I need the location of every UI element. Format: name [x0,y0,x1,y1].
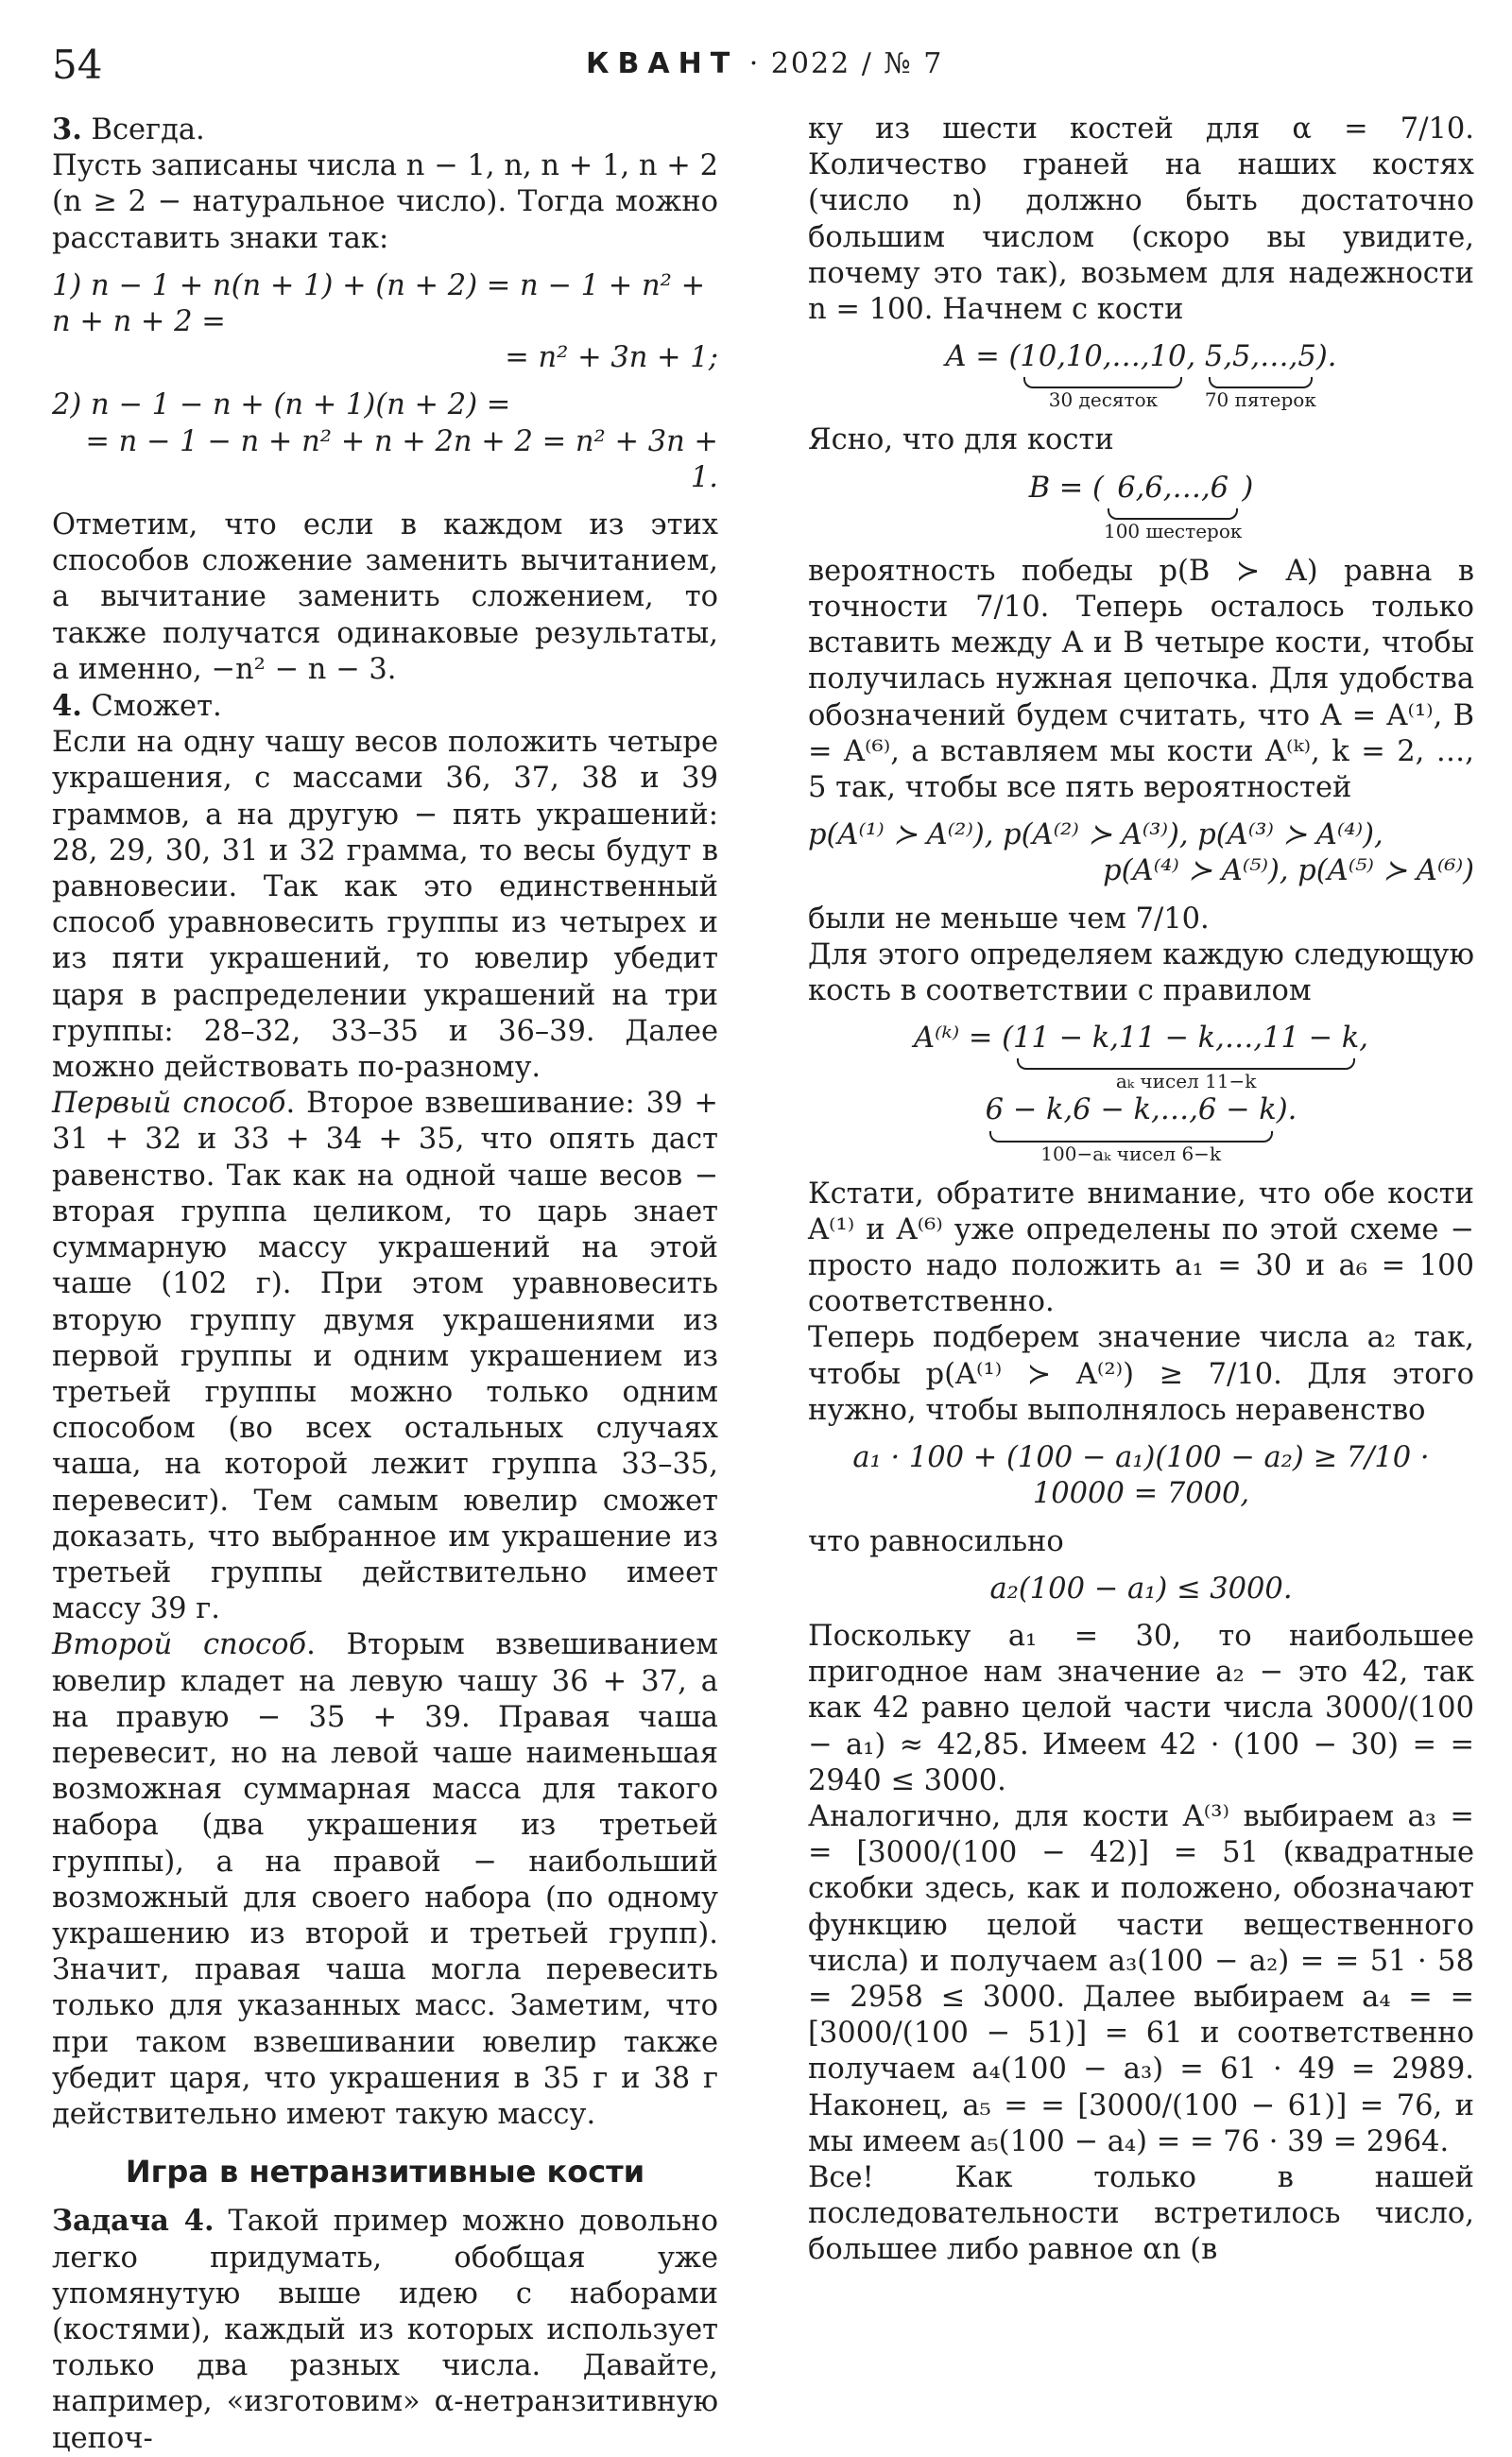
underbrace-high-brace [1017,1058,1355,1070]
running-head [586,47,943,80]
underbrace-sixes-label: 100 шестерок [1103,519,1243,542]
right-para-6: Кстати, обратите внимание, что обе кости A⁽¹⁾ и A⁽⁶⁾ уже определены по этой схеме − просто надо положить a₁ = 30 и a₆ = 100 соответственно. [808,1177,1474,1319]
answer-3-note: Отметим, что если в каждом из этих способов сложение заменить вычитанием, а вычитание заменить сложением, то также получатся одинаковые результаты, а именно, −n² − n − 3. [52,508,718,686]
way-1 [52,1086,718,1627]
underbrace-tens-values: 10,10,…,10 [1020,340,1187,374]
underbrace-high-label: aₖ чисел 11−k [1115,1070,1257,1093]
formula-probabilities [808,817,1474,889]
underbrace-tens-brace [1023,377,1182,388]
underbrace-tens-label: 30 десяток [1048,388,1159,412]
way-2 [52,1627,718,2133]
underbrace-fives-label: 70 пятерок [1204,388,1316,412]
answer-4-verdict: Сможет. [81,690,222,724]
formula-die-k: A⁽ᵏ⁾ = ( 11 − k,11 − k,…,11 − k aₖ чисел 11−k , 6 − k,6 − k,…,6 − k 100−aₖ чисел 6−k ). [914,1022,1368,1165]
underbrace-fives-values: 5,5,…,5 [1204,340,1316,374]
formula-probabilities-line-2: p(A⁽⁴⁾ ≻ A⁽⁵⁾), p(A⁽⁵⁾ ≻ A⁽⁶⁾) [1103,854,1474,888]
way-1-text: . Второе взвешивание: 39 + 31 + 32 и 33 + 34 + 35, что опять даст равенство. Так как на одной чаше весов − вторая группа целиком, то царь знает суммарную массу украшений на этой чаше (102 г). При этом уравновесить вторую группу двумя украшениями из первой группы и одним украшением из третьей группы можно только одним способом (во всех остальных случаях чаша, на которой лежит группа 33–35, перевесит). Тем самым ювелир сможет доказать, что выбранное им украшение из третьей группы действительно имеет массу 39 г. [52,1087,718,1626]
right-para-9: Поскольку a₁ = 30, то наибольшее пригодное нам значение a₂ − это 42, так как 42 равно целой части числа 3000/(100 − a₁) ≈ 42,85. Имеем 42 · (100 − 30) = = 2940 ≤ 3000. [808,1619,1474,1797]
formula-die-a: A = ( 10,10,…,10 30 десяток , 5,5,…,5 70 пятерок ). [945,340,1337,412]
answer-4 [52,688,718,725]
answer-3 [52,112,718,148]
right-para-4: были не меньше чем 7/10. [808,902,1210,936]
formula-inequality: a₁ · 100 + (100 − a₁)(100 − a₂) ≥ 7/10 · 10000 = 7000, [852,1441,1430,1511]
right-para-8: что равносильно [808,1524,1064,1558]
left-column [52,112,718,2457]
right-para-3: вероятность победы p(B ≻ A) равна в точности 7/10. Теперь осталось только вставить между A и B четыре кости, чтобы получилась нужная цепочка. Для удобства обозначений будем считать, что A = A⁽¹⁾, B = A⁽⁶⁾, а вставляем мы кости A⁽ᵏ⁾, k = 2, …, 5 так, чтобы все пять вероятностей [808,554,1474,805]
page-number: 54 [52,42,103,88]
formula-die-k-suffix: ). [1276,1093,1297,1127]
answer-4-number: 4. [52,689,82,724]
formula-probabilities-line-1: p(A⁽¹⁾ ≻ A⁽²⁾), p(A⁽²⁾ ≻ A⁽³⁾), p(A⁽³⁾ ≻ A⁽⁴⁾), [808,818,1383,852]
underbrace-low-label: 100−aₖ чисел 6−k [1040,1142,1222,1165]
magazine-title: КВАНТ [586,47,739,80]
formula-die-k-prefix: A⁽ᵏ⁾ = ( [914,1022,1013,1056]
formula-2-line-b: = n − 1 − n + n² + n + 2n + 2 = n² + 3n + 1. [85,424,718,494]
formula-1-line-a: 1) n − 1 + n(n + 1) + (n + 2) = n − 1 + n² + n + n + 2 = [52,268,706,339]
formula-die-a-prefix: A = ( [945,340,1021,374]
formula-2 [52,387,718,496]
right-column [808,112,1474,2269]
underbrace-high [1013,1021,1359,1092]
right-para-10: Аналогично, для кости A⁽³⁾ выбираем a₃ = = [3000/(100 − 42)] = 51 (квадратные скобки здесь, как и положено, обозначают функцию целой части вещественного числа) и получаем a₃(100 − a₂) = = 51 · 58 = 2958 ≤ 3000. Далее выбираем a₄ = = [3000/(100 − 51)] = 61 и соответственно получаем a₄(100 − a₃) = 61 · 49 = 2989. Наконец, a₅ = = [3000/(100 − 61)] = 76, и мы имеем a₅(100 − a₄) = = 76 · 39 = 2964. [808,1799,1474,2158]
formula-die-a-suffix: ). [1315,340,1337,374]
underbrace-high-values: 11 − k,11 − k,…,11 − k [1012,1022,1360,1056]
answer-3-text: Пусть записаны числа n − 1, n, n + 1, n + 2 (n ≥ 2 − натуральное число). Тогда можно расставить знаки так: [52,149,718,255]
section-title: Игра в нетранзитивные кости [125,2154,645,2191]
underbrace-low-brace [989,1131,1273,1143]
answer-3-number: 3. [52,112,82,146]
right-para-11: Все! Как только в нашей последовательности встретилось число, большее либо равное αn (в [808,2160,1474,2267]
underbrace-sixes [1104,471,1242,542]
underbrace-fives-brace [1209,377,1313,388]
formula-die-b-suffix: ) [1242,471,1254,505]
right-para-7: Теперь подберем значение числа a₂ так, чтобы p(A⁽¹⁾ ≻ A⁽²⁾) ≥ 7/10. Для этого нужно, чтобы выполнялось неравенство [808,1321,1474,1427]
way-2-text: . Вторым взвешиванием ювелир кладет на левую чашу 36 + 37, а на правую − 35 + 39. Правая чаша перевесит, но на левой чаше наименьшая возможная суммарная масса для такого набора (два украшения из третьей группы), а на правой − наибольший возможный для своего набора (по одному украшению из второй и третьей групп). Значит, правая чаша могла перевесить только для указанных масс. Заметим, что при таком взвешивании ювелир также убедит царя, что украшения в 35 г и 38 г действительно имеют такую массу. [52,1628,718,2131]
formula-2-line-a: 2) n − 1 − n + (n + 1)(n + 2) = [52,388,511,422]
answer-4-text: Если на одну чашу весов положить четыре украшения, с массами 36, 37, 38 и 39 граммов, а на другую − пять украшений: 28, 29, 30, 31 и 32 грамма, то весы будут в равновесии. Так как это единственный способ уравновесить группы из четырех и из пяти украшений, то ювелир убедит царя в распределении украшений на три группы: 28–32, 33–35 и 36–39. Далее можно действовать по-разному. [52,726,718,1085]
formula-die-b [808,471,1474,542]
underbrace-fives [1205,339,1316,411]
right-para-1: ку из шести костей для α = 7/10. Количество граней на наших костях (число n) должно быть достаточно большим числом (скоро вы увидите, почему это так), возьмем для надежности n = 100. Начнем с кости [808,112,1474,327]
formula-equivalent: a₂(100 − a₁) ≤ 3000. [989,1572,1293,1606]
underbrace-sixes-brace [1108,508,1238,520]
underbrace-low [986,1092,1277,1164]
formula-1-line-b: = n² + 3n + 1; [505,341,718,375]
answer-3-verdict: Всегда. [81,113,205,146]
right-para-5: Для этого определяем каждую следующую кость в соответствии с правилом [808,937,1474,1008]
issue-label: · 2022 / № 7 [748,47,944,80]
underbrace-low-values: 6 − k,6 − k,…,6 − k [985,1093,1277,1127]
underbrace-tens [1020,339,1186,411]
way-1-label: Первый способ [52,1087,286,1121]
underbrace-sixes-values: 6,6,…,6 [1117,471,1229,505]
task-4-text: Такой пример можно довольно легко придумать, обобщая уже упомянутую выше идею с наборами (костями), каждый из которых использует только два разных числа. Давайте, например, «изготовим» α-нетранзитивную цепоч- [52,2205,718,2455]
task-4 [52,2203,718,2456]
formula-die-b-prefix: B = ( [1028,471,1104,505]
right-para-2: Ясно, что для кости [808,423,1114,457]
way-2-label: Второй способ [52,1628,307,1662]
task-4-label: Задача 4. [52,2204,215,2239]
formula-1 [52,268,718,377]
